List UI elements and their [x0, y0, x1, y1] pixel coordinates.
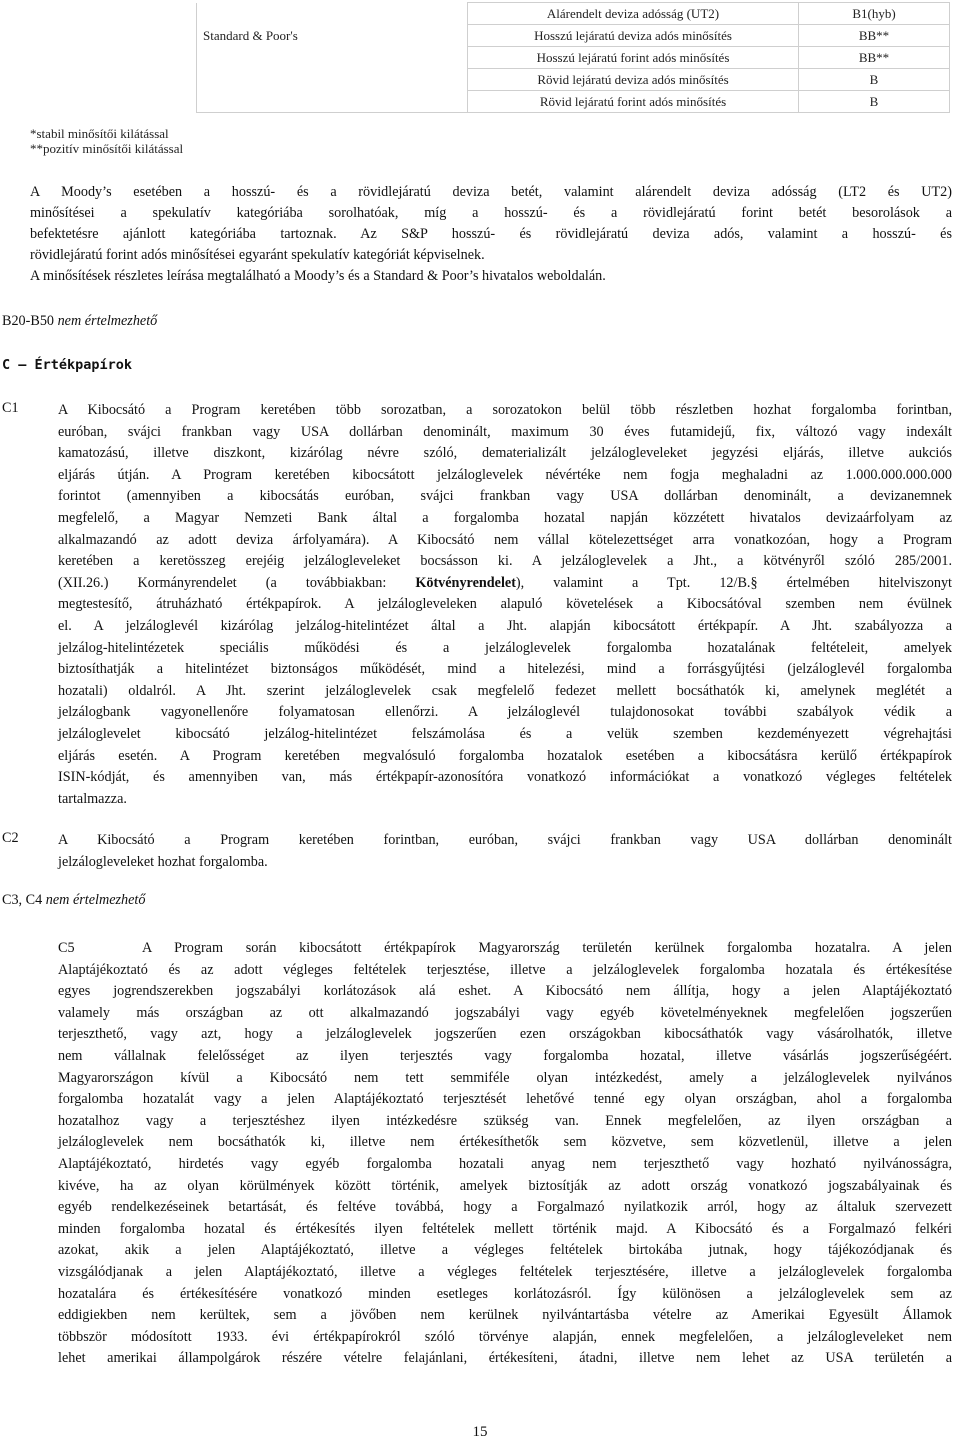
paragraph-line: rövidlejáratú forint adós minősítései egyaránt spekulatív kategóriát képviselnek. [30, 247, 485, 263]
c5-paragraph [58, 938, 952, 1370]
paragraph-line: jelzáloglevelet kibocsátó jelzálog-hitelintézet felszámolása és a velük szemben kezdeményezett végrehajtási [58, 725, 952, 742]
c5-label: C5 [58, 940, 75, 956]
paragraph-line: kamatozású, illetve diszkont, kizárólag névre szóló, dematerializált jelzálogleveleket jegyzési eljárás, illetve aukciós [58, 445, 952, 462]
paragraph-line: egyéb rendelkezéseinek betartását, és feltéve továbbá, hogy a Forgalmazó nyilatkozik arról, hogy az általuk szervezett [58, 1199, 952, 1216]
paragraph-line: tartalmazza. [58, 790, 127, 807]
c2-label: C2 [2, 830, 19, 846]
kotvenyrendelet-term: Kötvényrendelet [415, 574, 516, 591]
rating-type-cell: Rövid lejáratú deviza adós minősítés [468, 69, 799, 91]
rating-type-cell: Rövid lejáratú forint adós minősítés [468, 91, 799, 113]
rating-type-cell: Hosszú lejáratú forint adós minősítés [468, 47, 799, 69]
paragraph-line: A minősítések részletes leírása megtalálható a Moody’s és a Standard & Poor’s hivatalos weboldalán. [30, 268, 606, 284]
paragraph-line: jelzálogleveleket hozhat forgalomba. [58, 853, 268, 870]
paragraph-line: vizsgálódjanak a jelen Alaptájékoztató, illetve a végleges feltételek terjesztésére, illetve a jelzáloglevelek forgalomba [58, 1263, 952, 1280]
paragraph-line: biztosíthatják a hitelintézet biztonságos működését, mind a hitelezési, mind a forrásgyűjtési (jelzáloglevél forgalomba [58, 661, 952, 678]
section-heading: C – Értékpapírok [2, 357, 133, 373]
rating-value-cell: B1(hyb) [799, 3, 950, 25]
paragraph-line: euróban, svájci frankban vagy USA dollárban denominált, maximum 30 éves futamidejű, fix, változó vagy indexált [58, 423, 952, 440]
element-code: B20-B50 [2, 313, 55, 329]
element-code: C3, C4 [2, 892, 43, 908]
footnote-stable: *stabil minősítői kilátással [30, 126, 169, 141]
c2-paragraph [58, 830, 952, 873]
paragraph-line: befektetésre ajánlott kategóriába tartoznak. Az S&P hosszú- és rövidlejáratú deviza adós, valamint a hosszú- és [30, 226, 952, 242]
paragraph-line: azokat, akik a jelen Alaptájékoztató, illetve a végleges feltételek birtokába jutnak, hogy tájékozódjanak és [58, 1242, 952, 1259]
table-row [197, 25, 950, 47]
paragraph-line: C5 A Program során kibocsátott értékpapírok Magyarország területén kerülnek forgalomba hozatalra. A jelen [58, 938, 952, 960]
paragraph-line: megfelelő, a Magyar Nemzeti Bank által a forgalomba hozatal napján közzétett hivatalos devizaárfolyam az [58, 509, 952, 526]
paragraph-line: Alaptájékoztató, hirdetés vagy egyéb forgalomba hozatali anyag nem terjeszthető vagy hozható nyilvánosságra, [58, 1155, 952, 1172]
paragraph-line: valamely más országban az ott alkalmazandó jogszabályi vagy egyéb követelményeknek megfelelően jogszerűen [58, 1004, 952, 1021]
b20-b50-note [2, 313, 157, 330]
rating-type-cell: Hosszú lejáratú deviza adós minősítés [468, 25, 799, 47]
paragraph-line: A Moody’s esetében a hosszú- és a rövidlejáratú deviza betét, valamint alárendelt deviza adósság (LT2 és UT2) [30, 184, 952, 200]
rating-footnotes [30, 126, 183, 156]
paragraph-line: eljárás esetén. A Program keretében megvalósuló forgalomba hozatalok esetében a kibocsátásra kerülő értékpapírok [58, 747, 952, 764]
agency-name: Standard & Poor's [197, 25, 468, 47]
paragraph-line: Magyarországon kívül a Kibocsátó nem tett semmiféle olyan intézkedést, amely a jelzáloglevelek nyilvános [58, 1069, 952, 1086]
rating-value-cell: B [799, 69, 950, 91]
paragraph-line: hozatalhoz vagy a terjesztéshez ilyen intézkedésre szükség van. Ennek megfelelően, az ilyen országban a [58, 1112, 952, 1129]
paragraph-line: nem vállalnak felelősséget az ilyen terjesztés vagy forgalomba hozatal, illetve vásárlás jogszerűségéért. [58, 1047, 952, 1064]
paragraph-line: kivéve, ha az olyan körülmények között történik, amelyek biztosítják az adott ország vonatkozó jogszabályainak és [58, 1177, 952, 1194]
paragraph-line: eljárás útján. A Program keretében kibocsátott jelzáloglevelek névértéke nem fogja meghaladni az 1.000.000.000.000 [58, 466, 952, 483]
paragraph-line: többször módosított 1933. évi értékpapírokról szóló törvénye alapján, ennek megfelelően, a jelzálogleveleket nem [58, 1328, 952, 1345]
paragraph-line: hozatali) oldalról. A Jht. szerint jelzáloglevelek csak megfelelő fedezet mellett bocsáthatók ki, amelynek meglétét a [58, 682, 952, 699]
table-row [197, 69, 950, 91]
paragraph-line: eddigiekben nem kerültek, sem a jövőben nem kerülnek nyilvántartásba vételre az Amerikai Egyesült Államok [58, 1307, 952, 1324]
paragraph-line: jelzáloglevelek nem bocsáthatók ki, illetve nem értékesíthetők sem közvetve, sem közvetlenül, illetve a jelen [58, 1134, 952, 1151]
paragraph-line: keretében a keretösszeg erejéig jelzálogleveleket bocsásson ki. A jelzáloglevelek a Jht., a kötvényről szóló 285/2001. [58, 553, 952, 570]
paragraph-line: Alaptájékoztató és az adott végleges feltételek terjesztése, illetve a jelzáloglevelek forgalomba hozatala és értékesítése [58, 961, 952, 978]
footnote-positive: **pozitív minősítői kilátással [30, 141, 184, 156]
paragraph-line: hozatalára és értékesítésére vonatkozó minden esetleges korlátozásról. Így különösen a jelzáloglevelek sem az [58, 1285, 952, 1302]
paragraph-line: egyes jogrendszerekben jogszabályi korlátozások alá eshet. A Kibocsátó nem állítja, hogy a jelen Alaptájékoztató [58, 983, 952, 1000]
table-row [197, 47, 950, 69]
paragraph-line-kormanyrendelet: (XII.26.) Kormányrendelet (a továbbiakban: Kötvényrendelet), valamint a Tpt. 12/B.§ értelmében hitelviszonyt [58, 574, 952, 591]
paragraph-line: minősítései a spekulatív kategóriába sorolhatóak, míg a hosszú- és a rövidlejáratú forint betét besorolások a [30, 205, 952, 221]
paragraph-line: el. A jelzáloglevél kizárólag jelzálog-hitelintézet által a Jht. alapján kibocsátott értékpapír. A Jht. szabályozza a [58, 617, 952, 634]
c1-paragraph [58, 400, 952, 810]
paragraph-line: jelzálogbank vagyonellenőre folyamatosan ellenőrzi. A jelzáloglevél tulajdonosokat további szabályok védik a [58, 704, 952, 721]
not-applicable-text: nem értelmezhető [57, 313, 158, 329]
not-applicable-text: nem értelmezhető [45, 892, 146, 908]
paragraph-line: lehet amerikai állampolgárok részére vételre felajánlani, értékesíteni, átadni, illetve nem lehet az USA területén a [58, 1350, 952, 1367]
rating-value-cell: B [799, 91, 950, 113]
paragraph-line: A Kibocsátó a Program keretében forintban, euróban, svájci frankban vagy USA dollárban denominált [58, 832, 952, 848]
paragraph-line: terjeszthető, vagy azt, hogy a jelzáloglevelek jogszerűen ezen országokban kibocsáthatók vagy vásárolhatók, illetve [58, 1026, 952, 1043]
paragraph-line: megtestesítő, átruházható értékpapírok. A jelzálogleveleken alapuló követelések a Kibocsátóval szemben nem évülnek [58, 596, 952, 613]
paragraph-line: forintot (amennyiben a kibocsátás euróban, svájci frankban vagy USA dollárban denominált, a devizanemnek [58, 488, 952, 505]
paragraph-line: alkalmazandó az adott deviza árfolyamára). A Kibocsátó nem vállal kötelezettséget arra vonatkozóan, hogy a Program [58, 531, 952, 548]
paragraph-line: ISIN-kódját, és amennyiben van, más értékpapír-azonosítóra vonatkozó információkat a vonatkozó végleges feltételek [58, 769, 952, 786]
moody-paragraph [30, 182, 952, 287]
ratings-table [196, 2, 950, 113]
rating-value-cell: BB** [799, 47, 950, 69]
paragraph-line: jelzálog-hitelintézetek speciális működési és a jelzáloglevelek forgalomba hozatalának feltételeit, amelyek [58, 639, 952, 656]
page-number: 15 [472, 1424, 488, 1440]
rating-value-cell: BB** [799, 25, 950, 47]
c1-label: C1 [2, 400, 19, 416]
paragraph-line: minden forgalomba hozatal és értékesítés ilyen feltételek mellett történik majd. A Kibocsátó és a Forgalmazó felkéri [58, 1220, 952, 1237]
paragraph-line: forgalomba hozatalát vagy a jelen Alaptájékoztató terjesztését lehetővé tenné egy olyan országban, ahol a forgalomba [58, 1091, 952, 1108]
c3-c4-note [2, 892, 145, 909]
table-row [197, 91, 950, 113]
rating-type-cell: Alárendelt deviza adósság (UT2) [468, 3, 799, 25]
paragraph-line: A Kibocsátó a Program keretében több sorozatban, a sorozatokon belül több részletben hozhat forgalomba forintban, [58, 402, 952, 418]
agency-cell [197, 3, 468, 25]
table-row [197, 3, 950, 25]
